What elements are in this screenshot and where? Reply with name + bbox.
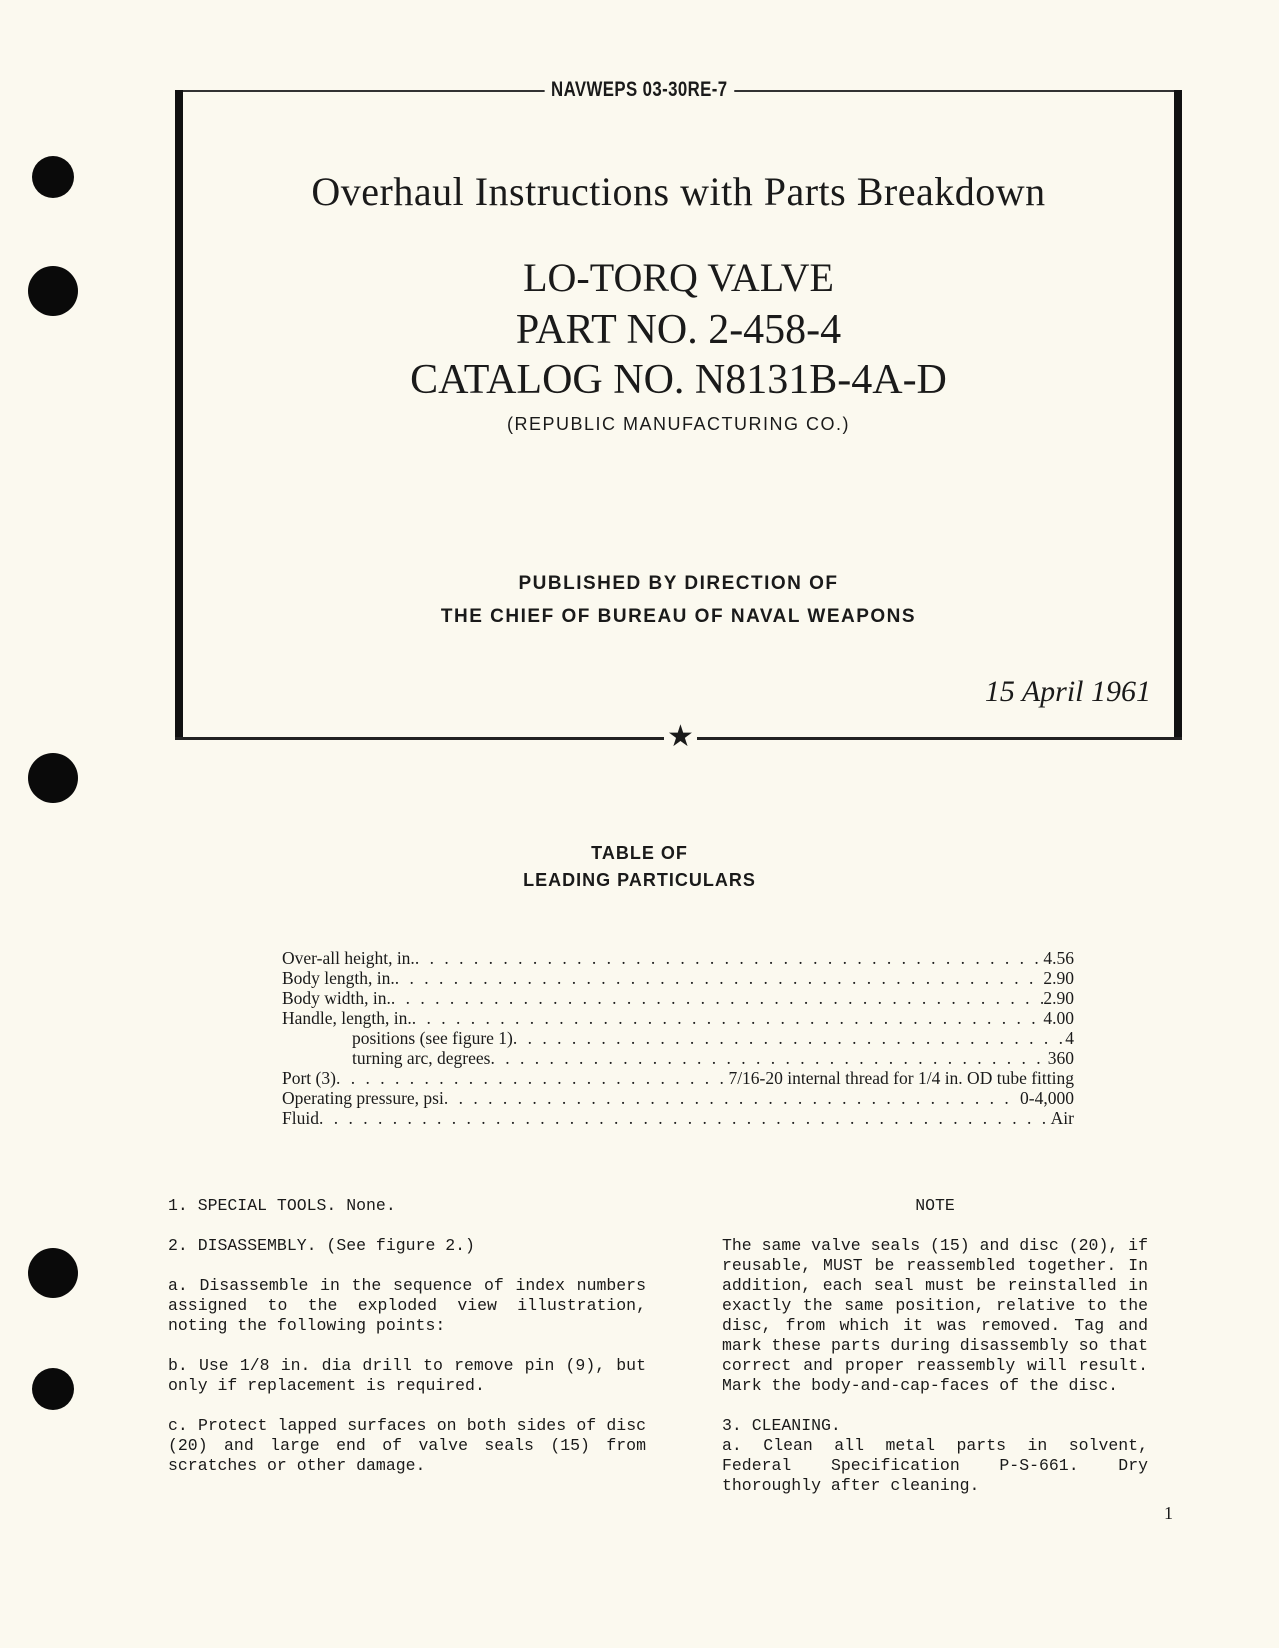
leading-particulars-table	[282, 948, 1074, 1128]
row-value: 4	[1065, 1028, 1074, 1048]
table-row	[282, 1088, 1074, 1108]
note-text: The same valve seals (15) and disc (20), if reusable, MUST be reassembled together. In addition, each seal must be reinstalled in exactly the same position, relative to the disc, from which it was removed. Tag and mark these parts during disassembly so that correct and proper reassembly will result. Mark the body-and-cap-faces of the disc.	[722, 1236, 1148, 1395]
special-tools-paragraph: 1. SPECIAL TOOLS. None.	[168, 1196, 396, 1215]
row-label: positions (see figure 1)	[352, 1028, 513, 1048]
row-label: Operating pressure, psi	[282, 1088, 444, 1108]
publication-date: 15 April 1961	[984, 675, 1151, 708]
doc-number: NAVWEPS 03-30RE-7	[545, 78, 734, 102]
row-value: Air	[1050, 1108, 1074, 1128]
punch-hole	[32, 156, 74, 198]
manufacturer: (REPUBLIC MANUFACTURING CO.)	[506, 414, 851, 434]
table-title-1: TABLE OF	[591, 843, 688, 863]
table-row	[282, 988, 1074, 1008]
table-row	[282, 948, 1074, 968]
row-label: Over-all height, in.	[282, 948, 415, 968]
table-title-2: LEADING PARTICULARS	[523, 870, 756, 890]
punch-hole	[28, 266, 78, 316]
row-value: 7/16-20 internal thread for 1/4 in. OD tube fitting	[728, 1068, 1074, 1088]
table-row	[282, 968, 1074, 988]
row-value: 360	[1047, 1048, 1074, 1068]
row-label: turning arc, degrees	[352, 1048, 491, 1068]
row-label: Handle, length, in.	[282, 1008, 412, 1028]
table-row	[282, 1008, 1074, 1028]
punch-hole	[28, 1248, 78, 1298]
page-number: 1	[1164, 1503, 1173, 1523]
disassembly-step-b: b. Use 1/8 in. dia drill to remove pin (9), but only if replacement is required.	[168, 1356, 646, 1395]
table-row	[282, 1108, 1074, 1128]
row-value: 2.90	[1043, 968, 1074, 988]
note-heading: NOTE	[915, 1196, 955, 1215]
disassembly-heading: 2. DISASSEMBLY. (See figure 2.)	[168, 1236, 475, 1255]
table-row	[282, 1028, 1074, 1048]
part-number: PART NO. 2-458-4	[515, 307, 842, 353]
row-label: Port (3)	[282, 1068, 336, 1088]
table-row	[282, 1048, 1074, 1068]
row-value: 4.00	[1043, 1008, 1074, 1028]
punch-hole	[28, 753, 78, 803]
published-line-1: PUBLISHED BY DIRECTION OF	[518, 573, 839, 594]
frame-left-bar	[175, 90, 183, 740]
cleaning-step-a: a. Clean all metal parts in solvent, Federal Specification P-S-661. Dry thoroughly after cleaning.	[722, 1436, 1148, 1495]
row-label: Body width, in.	[282, 988, 391, 1008]
row-value: 2.90	[1043, 988, 1074, 1008]
row-value: 4.56	[1043, 948, 1074, 968]
punch-hole	[32, 1368, 74, 1410]
doc-number-header	[0, 78, 1279, 102]
page-title: Overhaul Instructions with Parts Breakdown	[311, 169, 1046, 214]
catalog-number: CATALOG NO. N8131B-4A-D	[410, 357, 947, 403]
table-row	[282, 1068, 1074, 1088]
row-label: Fluid	[282, 1108, 319, 1128]
disassembly-step-a: a. Disassemble in the sequence of index numbers assigned to the exploded view illustration, noting the following points:	[168, 1276, 646, 1335]
row-label: Body length, in.	[282, 968, 395, 988]
star-icon: ★	[664, 722, 697, 752]
frame-right-bar	[1174, 90, 1182, 740]
disassembly-step-c: c. Protect lapped surfaces on both sides of disc (20) and large end of valve seals (15) from scratches or other damage.	[168, 1416, 646, 1475]
left-column	[168, 1196, 646, 1496]
cleaning-heading: 3. CLEANING.	[722, 1416, 841, 1435]
row-value: 0-4,000	[1020, 1088, 1074, 1108]
item-name: LO-TORQ VALVE	[523, 255, 834, 300]
published-line-2: THE CHIEF OF BUREAU OF NAVAL WEAPONS	[440, 606, 917, 627]
right-column	[722, 1196, 1148, 1516]
